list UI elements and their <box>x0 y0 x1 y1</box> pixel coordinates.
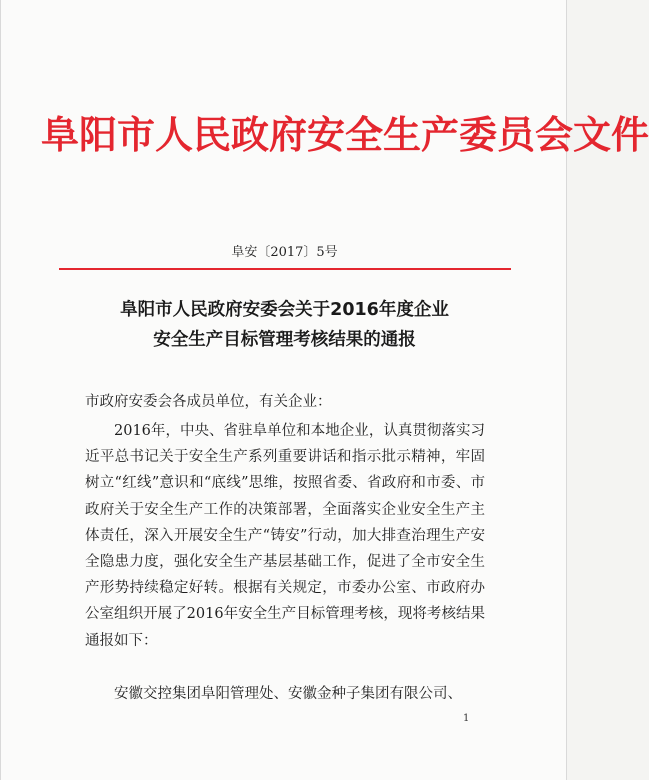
body-paragraph-1: 2016年，中央、省驻阜单位和本地企业，认真贯彻落实习近平总书记关于安全生产系列重要讲话和指示批示精神，牢固树立“红线”意识和“底线”思维，按照省委、省政府和市委、市政府关于安全生产工作的决策部署，全面落实企业安全生产主体责任，深入开展安全生产“铸安”行动，加大排查治理生产安全隐患力度，强化安全生产基层基础工作，促进了全市安全生产形势持续稳定好转。根据有关规定，市委办公室、市政府办公室组织开展了2016年安全生产目标管理考核，现将考核结果通报如下： <box>85 423 485 649</box>
notice-title-line-1: 阜阳市人民政府安委会关于2016年度企业 <box>120 300 449 320</box>
document-number: 阜安〔2017〕5号 <box>231 245 338 260</box>
salutation: 市政府安委会各成员单位，有关企业： <box>85 394 332 410</box>
document-header-title: 阜阳市人民政府安全生产委员会文件 <box>41 112 649 157</box>
red-divider-line <box>59 268 511 270</box>
body-paragraph-2: 安徽交控集团阜阳管理处、安徽金种子集团有限公司、 <box>114 686 462 702</box>
notice-title-line-2: 安全生产目标管理考核结果的通报 <box>153 330 416 350</box>
page-number: 1 <box>463 713 470 724</box>
